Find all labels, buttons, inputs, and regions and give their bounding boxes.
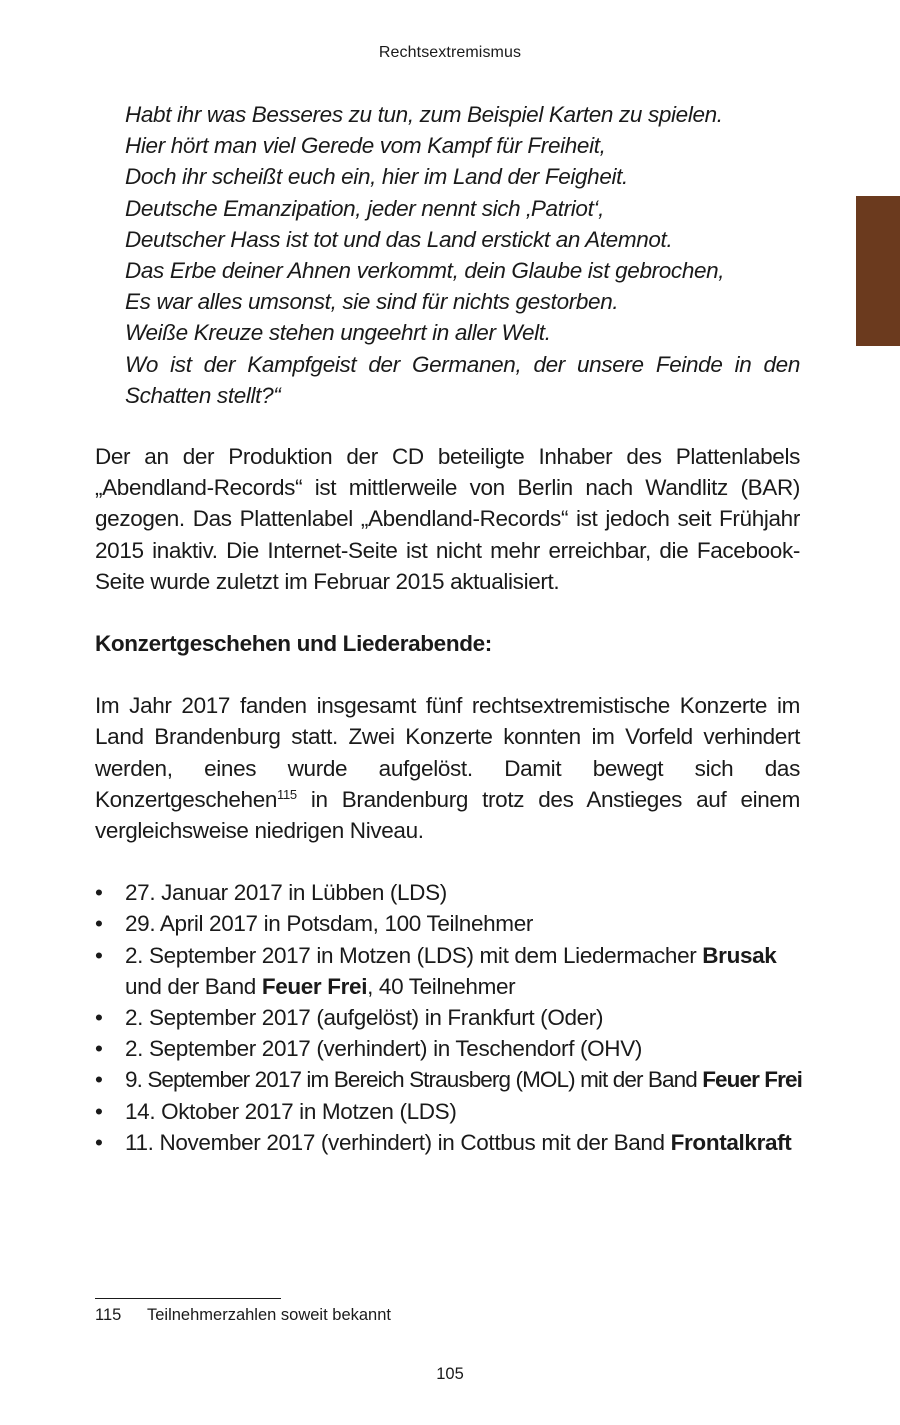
list-item-text: 2. September 2017 in Motzen (LDS) mit dem Liedermacher — [125, 942, 703, 968]
section-heading: Konzertgeschehen und Liederabende: — [95, 631, 492, 657]
verse-line: Wo ist der Kampfgeist der Germanen, der unsere Feinde in den — [125, 351, 800, 377]
band-name: Feuer Frei — [261, 973, 368, 999]
verse-line: Deutsche Emanzipation, jeder nennt sich ‚Patriot‘, — [125, 195, 605, 221]
artist-name: Brusak — [702, 942, 777, 968]
page-body — [95, 99, 800, 1158]
bullet-icon: • — [95, 1129, 103, 1155]
footnote-divider — [95, 1298, 281, 1299]
list-item — [95, 877, 800, 908]
bullet-icon: • — [95, 1067, 103, 1093]
list-item — [95, 940, 800, 1002]
chapter-thumb-tab — [856, 196, 900, 346]
paragraph-text: in Brandenburg trotz des Anstieges auf einem vergleichsweise niedrigen Niveau. — [95, 786, 800, 844]
verse-line: Weiße Kreuze stehen ungeehrt in aller Welt. — [125, 320, 551, 346]
verse-line: Es war alles umsonst, sie sind für nichts gestorben. — [125, 289, 619, 315]
bullet-icon: • — [95, 880, 103, 906]
bullet-icon: • — [95, 1036, 103, 1062]
list-item-text: 2. September 2017 (verhindert) in Teschendorf (OHV) — [125, 1036, 642, 1062]
list-item — [95, 908, 800, 939]
list-item — [95, 1064, 800, 1095]
verse-line: Hier hört man viel Gerede vom Kampf für Freiheit, — [125, 133, 606, 159]
list-item-text: 2. September 2017 (aufgelöst) in Frankfurt (Oder) — [125, 1005, 604, 1031]
list-item-text: , 40 Teilnehmer — [367, 973, 516, 999]
list-item-text: 27. Januar 2017 in Lübben (LDS) — [125, 880, 447, 906]
footnote-reference: 115 — [277, 786, 297, 802]
list-item — [95, 1002, 800, 1033]
running-head: Rechtsextremismus — [378, 44, 522, 61]
footnote-text: Teilnehmerzahlen soweit bekannt — [147, 1306, 391, 1324]
paragraph-abendland-records: Der an der Produktion der CD beteiligte Inhaber des Plattenlabels „Abendland-Records“ ist mittlerweile von Berlin nach Wandlitz (BAR) gezogen. Das Plattenlabel „Abendland-Records“ ist jedoch seit Frühjahr 2015 inaktiv. Die Internet-Seite ist nicht mehr erreichbar, die Facebook-Seite wurde zuletzt im Februar 2015 aktualisiert. — [95, 444, 800, 594]
song-lyrics-quote — [125, 99, 800, 411]
list-item-text: 14. Oktober 2017 in Motzen (LDS) — [125, 1098, 457, 1124]
bullet-icon: • — [95, 942, 103, 968]
list-item — [95, 1127, 800, 1158]
footnote-number: 115 — [95, 1306, 122, 1324]
list-item — [95, 1096, 800, 1127]
bullet-icon: • — [95, 911, 103, 937]
verse-line: Das Erbe deiner Ahnen verkommt, dein Glaube ist gebrochen, — [125, 258, 725, 284]
list-item-text: 9. September 2017 im Bereich Strausberg (MOL) mit der Band — [125, 1067, 703, 1093]
band-name: Feuer Frei — [702, 1067, 802, 1093]
bullet-icon: • — [95, 1098, 103, 1124]
concert-list — [95, 877, 800, 1158]
paragraph-concerts — [95, 690, 800, 846]
page-number: 105 — [436, 1365, 464, 1383]
paragraph-text: Im Jahr 2017 fanden insgesamt fünf rechtsextremistische Konzerte im Land Brandenburg statt. Zwei Konzerte konnten im Vorfeld verhindert werden, eines wurde aufgelöst. Damit bewegt sich das Konzertgeschehen — [95, 693, 800, 812]
verse-line: Schatten stellt?“ — [125, 382, 281, 408]
verse-line: Habt ihr was Besseres zu tun, zum Beispiel Karten zu spielen. — [125, 102, 723, 127]
list-item — [95, 1033, 800, 1064]
list-item-text: 29. April 2017 in Potsdam, 100 Teilnehmer — [125, 911, 533, 937]
band-name: Frontalkraft — [670, 1129, 792, 1155]
footnote — [95, 1305, 391, 1325]
verse-line: Doch ihr scheißt euch ein, hier im Land der Feigheit. — [125, 164, 628, 190]
bullet-icon: • — [95, 1005, 103, 1031]
verse-line: Deutscher Hass ist tot und das Land erstickt an Atemnot. — [125, 226, 673, 252]
list-item-text: und der Band — [125, 973, 262, 999]
list-item-text: 11. November 2017 (verhindert) in Cottbus mit der Band — [125, 1129, 671, 1155]
